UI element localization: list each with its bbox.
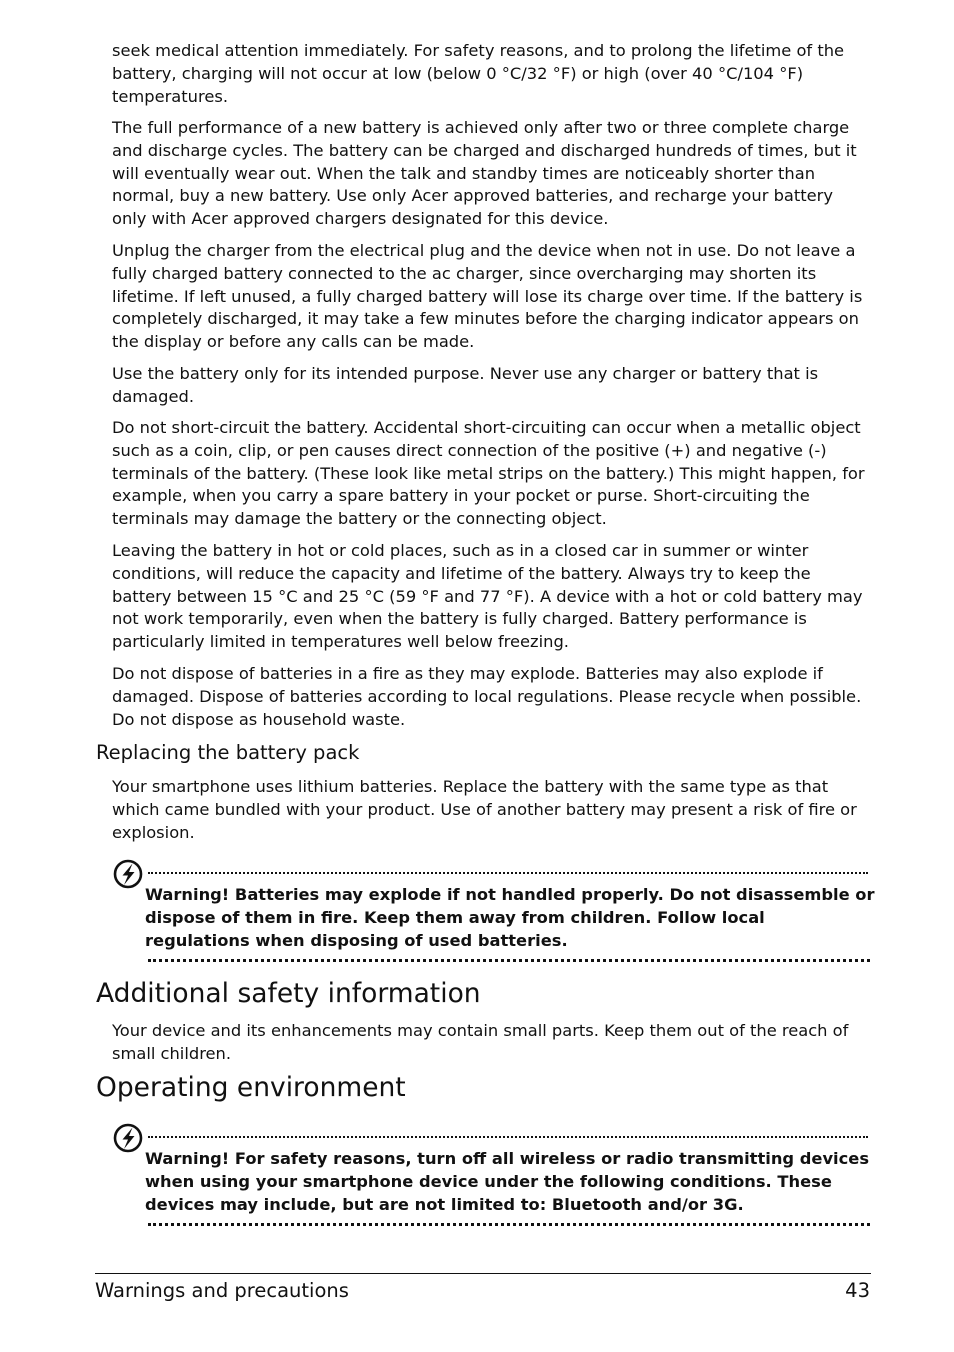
lightning-warning-icon xyxy=(112,1122,144,1154)
warning-top-rule xyxy=(148,1136,868,1138)
footer-section-title: Warnings and precautions xyxy=(95,1279,349,1302)
warning-text-batteries: Warning! Batteries may explode if not handled properly. Do not disassemble or dispose of them in fire. Keep them away from children. Follow local regulations when disposing of used batteries. xyxy=(145,885,875,950)
warning-text-wireless: Warning! For safety reasons, turn off all wireless or radio transmitting devices when using your smartphone device under the following conditions. These devices may include, but are not limited to: Bluetooth and/or 3G. xyxy=(145,1149,870,1214)
warning-bottom-rule xyxy=(148,959,870,962)
paragraph-replacing-battery: Your smartphone uses lithium batteries. Replace the battery with the same type as that which came bundled with your product. Use of another battery may present a risk of fire or explosion. xyxy=(112,777,857,842)
paragraph-hot-cold-places: Leaving the battery in hot or cold places, such as in a closed car in summer or winter conditions, will reduce the capacity and lifetime of the battery. Always try to keep the battery between 15 °C and 25 °C (59 °F and 77 °F). A device with a hot or cold battery may not work temporarily, even when the battery is fully charged. Battery performance is particularly limited in temperatures well below freezing. xyxy=(112,541,863,652)
paragraph-short-circuit: Do not short-circuit the battery. Accidental short-circuiting can occur when a metallic object such as a coin, clip, or pen causes direct connection of the positive (+) and negative (-) terminals of the battery. (These look like metal strips on the battery.) This might happen, for example, when you carry a spare battery in your pocket or purse. Short-circuiting the terminals may damage the battery or the connecting object. xyxy=(112,418,865,529)
footer-rule xyxy=(95,1273,871,1274)
paragraph-dispose-batteries: Do not dispose of batteries in a fire as they may explode. Batteries may also explode if damaged. Dispose of batteries according to local regulations. Please recycle when possible. Do not dispose as household waste. xyxy=(112,664,862,729)
paragraph-intended-purpose: Use the battery only for its intended purpose. Never use any charger or battery that is damaged. xyxy=(112,364,819,406)
paragraph-unplug-charger: Unplug the charger from the electrical plug and the device when not in use. Do not leave a fully charged battery connected to the ac charger, since overcharging may shorten its lifetime. If left unused, a fully charged battery will lose its charge over time. If the battery is completely discharged, it may take a few minutes before the charging indicator appears on the display or before any calls can be made. xyxy=(112,241,863,352)
footer-page-number: 43 xyxy=(845,1279,870,1302)
warning-top-rule xyxy=(148,872,868,874)
heading-replacing-battery: Replacing the battery pack xyxy=(96,741,360,764)
heading-operating-environment: Operating environment xyxy=(96,1072,406,1103)
heading-additional-safety: Additional safety information xyxy=(96,978,481,1009)
paragraph-small-parts: Your device and its enhancements may contain small parts. Keep them out of the reach of small children. xyxy=(112,1021,849,1063)
paragraph-charging-temperature: seek medical attention immediately. For safety reasons, and to prolong the lifetime of the battery, charging will not occur at low (below 0 °C/32 °F) or high (over 40 °C/104 °F) temperatures. xyxy=(112,41,845,106)
lightning-warning-icon xyxy=(112,858,144,890)
paragraph-battery-performance: The full performance of a new battery is achieved only after two or three complete charge and discharge cycles. The battery can be charged and discharged hundreds of times, but it will eventually wear out. When the talk and standby times are noticeably shorter than normal, buy a new battery. Use only Acer approved batteries, and recharge your battery only with Acer approved chargers designated for this device. xyxy=(112,118,857,229)
warning-bottom-rule xyxy=(148,1223,870,1226)
